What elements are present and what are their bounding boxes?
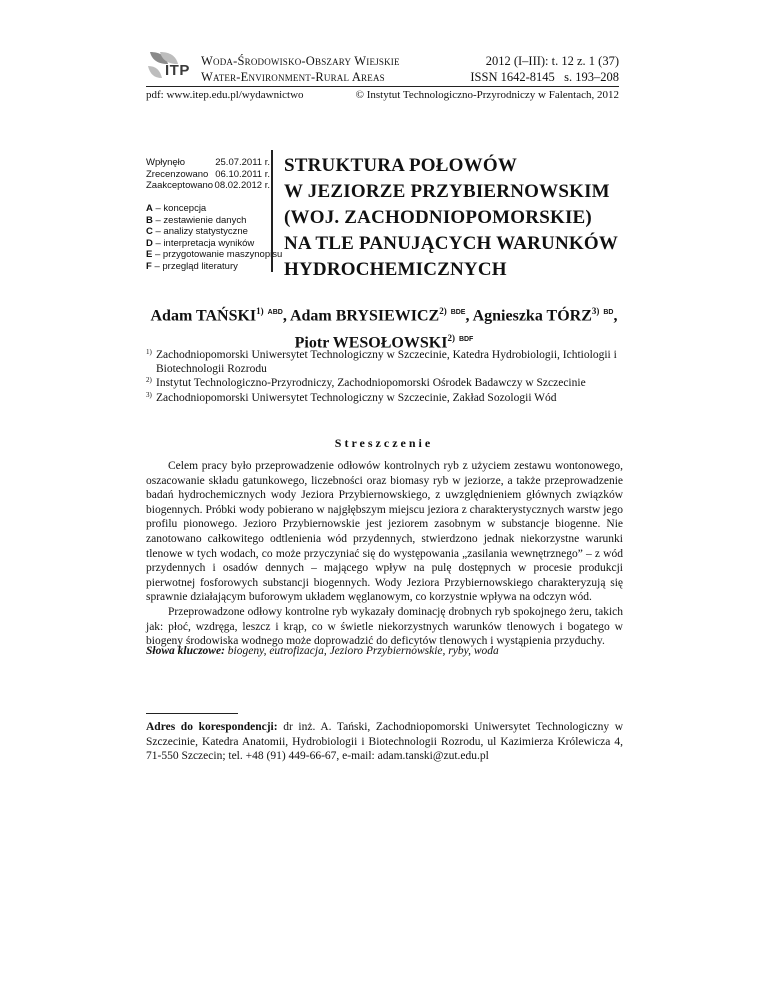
date-row — [146, 157, 270, 169]
affiliation-item: 2) Instytut Technologiczno-Przyrodniczy, Zachodniopomorski Ośrodek Badawczy w Szczecinie — [146, 376, 586, 390]
contribution-item: D – interpretacja wyników — [146, 237, 255, 249]
author-contrib-tag: BDF — [458, 336, 474, 344]
abstract-body — [146, 459, 623, 649]
title-line: STRUKTURA POŁOWÓW — [284, 155, 518, 176]
footnote-rule — [146, 713, 238, 714]
author-name: Agnieszka TÓRZ — [472, 307, 592, 325]
title-line: (WOJ. ZACHODNIOPOMORSKIE) — [284, 207, 592, 228]
issn-pages: ISSN 1642-8145 s. 193–208 — [470, 70, 619, 84]
contribution-item: F – przegląd literatury — [146, 260, 238, 272]
contribution-legend — [146, 203, 282, 272]
affiliation-list — [146, 348, 624, 405]
affiliation-item: 3) Zachodniopomorski Uniwersytet Technologiczny w Szczecinie, Zakład Sozologii Wód — [146, 390, 557, 404]
author-name: Adam BRYSIEWICZ — [289, 307, 440, 325]
author-contrib-tag: BDE — [450, 309, 466, 316]
author-contrib-tag: ABD — [267, 309, 283, 316]
journal-title-pl: Woda-Środowisko-Obszary Wiejskie — [201, 54, 400, 68]
date-row — [146, 169, 270, 181]
keywords-label: Słowa kluczowe: — [146, 645, 225, 657]
dates-block — [146, 157, 270, 192]
date-value: 08.02.2012 r. — [214, 180, 270, 191]
journal-title-en: Water-Environment-Rural Areas — [201, 70, 385, 84]
keywords-text: biogeny, eutrofizacja, Jezioro Przybiernowskie, ryby, woda — [224, 645, 499, 657]
article-title — [284, 153, 618, 283]
date-row — [146, 180, 270, 192]
correspondence-note — [146, 720, 623, 764]
author-affil-num: 3) — [591, 306, 600, 316]
issue-info: 2012 (I–III): t. 12 z. 1 (37) — [485, 54, 619, 68]
author-contrib-tag: BD — [603, 309, 614, 316]
title-divider — [271, 150, 273, 272]
abstract-heading: Streszczenie — [334, 436, 434, 450]
title-line: W JEZIORZE PRZYBIERNOWSKIM — [284, 181, 610, 202]
keywords — [146, 645, 623, 657]
date-value: 06.10.2011 r. — [215, 168, 270, 180]
logo-text: ITP — [165, 62, 190, 79]
author-affil-num: 2) — [439, 306, 447, 316]
date-label: Zaakceptowano — [146, 180, 214, 191]
contribution-item: C – analizy statystyczne — [146, 226, 248, 237]
publisher-url: pdf: www.itep.edu.pl/wydawnictwo — [146, 89, 304, 101]
contribution-item: B – zestawienie danych — [146, 214, 247, 226]
abstract-paragraph: Przeprowadzone odłowy kontrolne ryb wykazały dominację drobnych ryb spokojnego żeru, takich jak: płoć, wzdręga, leszcz i krąp, co w świetle niekorzystnych warunków tlenowych i bogatego w biogeny środowiska wodnego może doprowadzić do deficytów tlenowych i wystąpienia przyduchy. — [146, 605, 623, 648]
contribution-item: A – koncepcja — [146, 203, 207, 214]
title-line: NA TLE PANUJĄCYCH WARUNKÓW — [284, 233, 619, 254]
abstract-paragraph: Celem pracy było przeprowadzenie odłowów kontrolnych ryb z użyciem zestawu wontonowego, oszacowanie składu gatunkowego, liczebności oraz biomasy ryb w jeziorze, a także przeprowadzenie badań hydrochemicznych wody Jeziora Przybiernowskiego, z uwzględnieniem głównych związków biogennych. Próbki wody pobierano w najgłębszym miejscu jeziora z charakterystycznych warstw jego profilu pionowego. Jezioro Przybiernowskie jest jeziorem zasobnym w substancje biogenne. Nie zanotowano całkowitego odtlenienia wód przydennych, stwierdzono jednak niekorzystne warunki tlenowe w tych wodach, co może przyczyniać się do występowania „zasilania wewnętrznego” – z wód przydennych i osadów dennych – mającego wpływ na pulę dostępnych w procesie produkcji pierwotnej fosforowych substancji biogennych. Wody Jeziora Przybiernowskiego charakteryzują się sprawnie działającym buforowym układem węglanowym, co korzystnie wpływa na odczyn wód. — [146, 460, 623, 604]
copyright-line: © Instytut Technologiczno-Przyrodniczy w Falentach, 2012 — [355, 89, 619, 101]
title-line: HYDROCHEMICZNYCH — [284, 259, 507, 280]
date-label: Wpłynęło — [146, 157, 186, 168]
date-label: Zrecenzowano — [146, 168, 209, 180]
date-value: 25.07.2011 r. — [215, 157, 270, 168]
author-name: Adam TAŃSKI — [150, 307, 257, 325]
correspondence-label: Adres do korespondencji: — [146, 721, 278, 733]
itp-logo — [146, 50, 194, 80]
author-affil-num: 1) — [256, 306, 264, 316]
header-rule — [146, 86, 619, 87]
author-list: Adam TAŃSKI$^{1)}$ $^{ABD}$, Adam BRYSIEWICZ$^{2)}$ $^{BDE}$, Agnieszka TÓRZ$^{3)}$ $^{BD}$, Piotr WESOŁOWSKI$^{2)}$ $^{BDF}$ — [150, 306, 618, 352]
affiliation-item: 1) Zachodniopomorski Uniwersytet Technologiczny w Szczecinie, Katedra Hydrobiologii, Ichtiologii i Biotechnologii Rozrodu — [146, 348, 617, 376]
author-name: Piotr WESOŁOWSKI — [294, 334, 448, 352]
author-affil-num: 2) — [447, 333, 455, 344]
contribution-item: E – przygotowanie maszynopisu — [146, 249, 283, 260]
correspondence-text: dr inż. A. Tański, Zachodniopomorski Uniwersytet Technologiczny w Szczecinie, Katedra Anatomii, Hydrobiologii i Biotechnologii Rozrodu, ul Kazimierza Królewicza 4, 71-550 Szczecin; tel. +48 (91) 449-66-67, e-mail: adam.tanski@zut.edu.pl — [146, 721, 624, 763]
